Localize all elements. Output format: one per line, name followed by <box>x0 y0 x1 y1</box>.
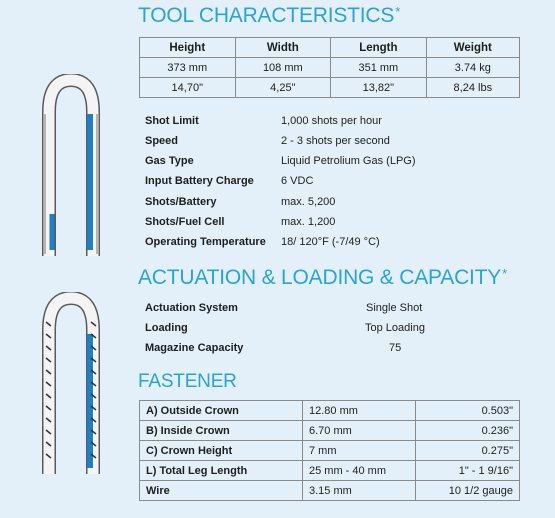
spec-value: 75 <box>389 342 402 354</box>
header-height: Height <box>140 38 236 58</box>
fastener-label: L) Total Leg Length <box>140 461 303 481</box>
spec-value: 1,000 shots per hour <box>281 115 382 127</box>
fastener-metric: 7 mm <box>303 441 416 461</box>
table-cell: 8,24 lbs <box>426 78 519 98</box>
header-length: Length <box>331 38 427 58</box>
barbed-staple-icon <box>40 292 102 478</box>
smooth-staple-icon <box>40 74 102 260</box>
table-cell: 13,82" <box>331 78 427 98</box>
fastener-metric: 3.15 mm <box>303 481 416 501</box>
fastener-label: Wire <box>140 481 303 501</box>
spec-value: 2 - 3 shots per second <box>281 135 390 147</box>
spec-label: Gas Type <box>145 155 194 167</box>
table-row <box>140 461 520 481</box>
fastener-metric: 25 mm - 40 mm <box>303 461 416 481</box>
table-header-row <box>140 38 520 58</box>
fastener-imperial: 0.503" <box>416 401 520 421</box>
fastener-table <box>139 400 520 501</box>
table-cell: 373 mm <box>140 58 236 78</box>
fastener-heading: FASTENER <box>138 371 237 392</box>
table-row <box>140 441 520 461</box>
fastener-metric: 12.80 mm <box>303 401 416 421</box>
fastener-label: A) Outside Crown <box>140 401 303 421</box>
spec-label: Shots/Fuel Cell <box>145 216 225 228</box>
spec-label: Actuation System <box>145 302 238 314</box>
fastener-label: C) Crown Height <box>140 441 303 461</box>
header-weight: Weight <box>426 38 519 58</box>
spec-label: Loading <box>145 322 188 334</box>
spec-value: max. 1,200 <box>281 216 336 228</box>
fastener-imperial: 0.236" <box>416 421 520 441</box>
tool-characteristics-heading: TOOL CHARACTERISTICS* <box>138 4 401 27</box>
table-row <box>140 58 520 78</box>
spec-value: 6 VDC <box>281 175 314 187</box>
spec-label: Magazine Capacity <box>145 342 244 354</box>
spec-label: Operating Temperature <box>145 236 266 248</box>
spec-label: Shots/Battery <box>145 196 217 208</box>
spec-label: Speed <box>145 135 179 147</box>
spec-value: Liquid Petrolium Gas (LPG) <box>281 155 416 167</box>
spec-value: Single Shot <box>366 302 423 314</box>
table-cell: 4,25" <box>235 78 331 98</box>
fastener-imperial: 10 1/2 gauge <box>416 481 520 501</box>
fastener-label: B) Inside Crown <box>140 421 303 441</box>
spec-value: max. 5,200 <box>281 196 336 208</box>
table-cell: 108 mm <box>235 58 331 78</box>
table-cell: 14,70" <box>140 78 236 98</box>
table-row <box>140 401 520 421</box>
table-cell: 351 mm <box>331 58 427 78</box>
spec-value: 18/ 120°F (-7/49 °C) <box>281 236 380 248</box>
dimensions-table <box>139 37 520 98</box>
fastener-metric: 6.70 mm <box>303 421 416 441</box>
fastener-imperial: 0.275" <box>416 441 520 461</box>
actuation-heading: ACTUATION & LOADING & CAPACITY* <box>138 266 507 289</box>
table-cell: 3.74 kg <box>426 58 519 78</box>
table-row <box>140 421 520 441</box>
spec-value: Top Loading <box>365 322 425 334</box>
table-row <box>140 481 520 501</box>
table-row <box>140 78 520 98</box>
header-width: Width <box>235 38 331 58</box>
fastener-imperial: 1" - 1 9/16" <box>416 461 520 481</box>
spec-label: Input Battery Charge <box>145 175 254 187</box>
spec-label: Shot Limit <box>145 115 199 127</box>
